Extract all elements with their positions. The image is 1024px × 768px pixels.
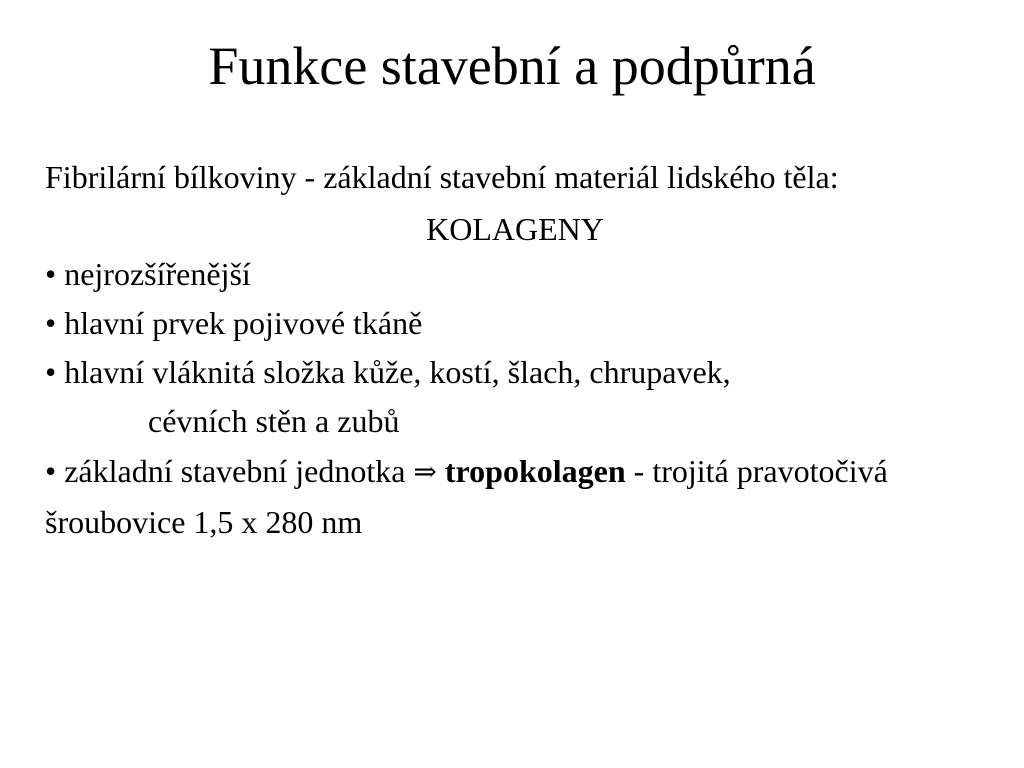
bullet-text: základní stavební jednotka [64,453,406,489]
bullet-item [45,250,985,299]
double-right-arrow-icon: ⇒ [413,455,437,488]
bullet-item [45,299,985,348]
bold-term: tropokolagen [444,453,626,489]
bullet-icon: • [45,256,57,292]
bullet-text: hlavní vláknitá složka kůže, kostí, šlach, chrupavek, [64,354,731,390]
bullet-item [45,348,985,446]
bullet-continuation-text: cévních stěn a zubů [148,403,400,439]
bullet-icon: • [45,354,57,390]
bullet-list [45,250,985,547]
slide-body [45,154,985,547]
intro-text: Fibrilární bílkoviny - základní stavební materiál lidského těla: [45,159,839,195]
section-heading: KOLAGENY [426,211,604,247]
bullet-icon: • [45,453,57,489]
slide-title: Funkce stavební a podpůrná [208,36,816,96]
bullet-text: hlavní prvek pojivové tkáně [64,305,423,341]
bullet-item [45,446,985,547]
bullet-icon: • [45,305,57,341]
bullet-text-after: - trojitá pravotočivá šroubovice 1,5 x 280 nm [45,453,888,540]
bullet-text: nejrozšířenější [64,256,251,292]
